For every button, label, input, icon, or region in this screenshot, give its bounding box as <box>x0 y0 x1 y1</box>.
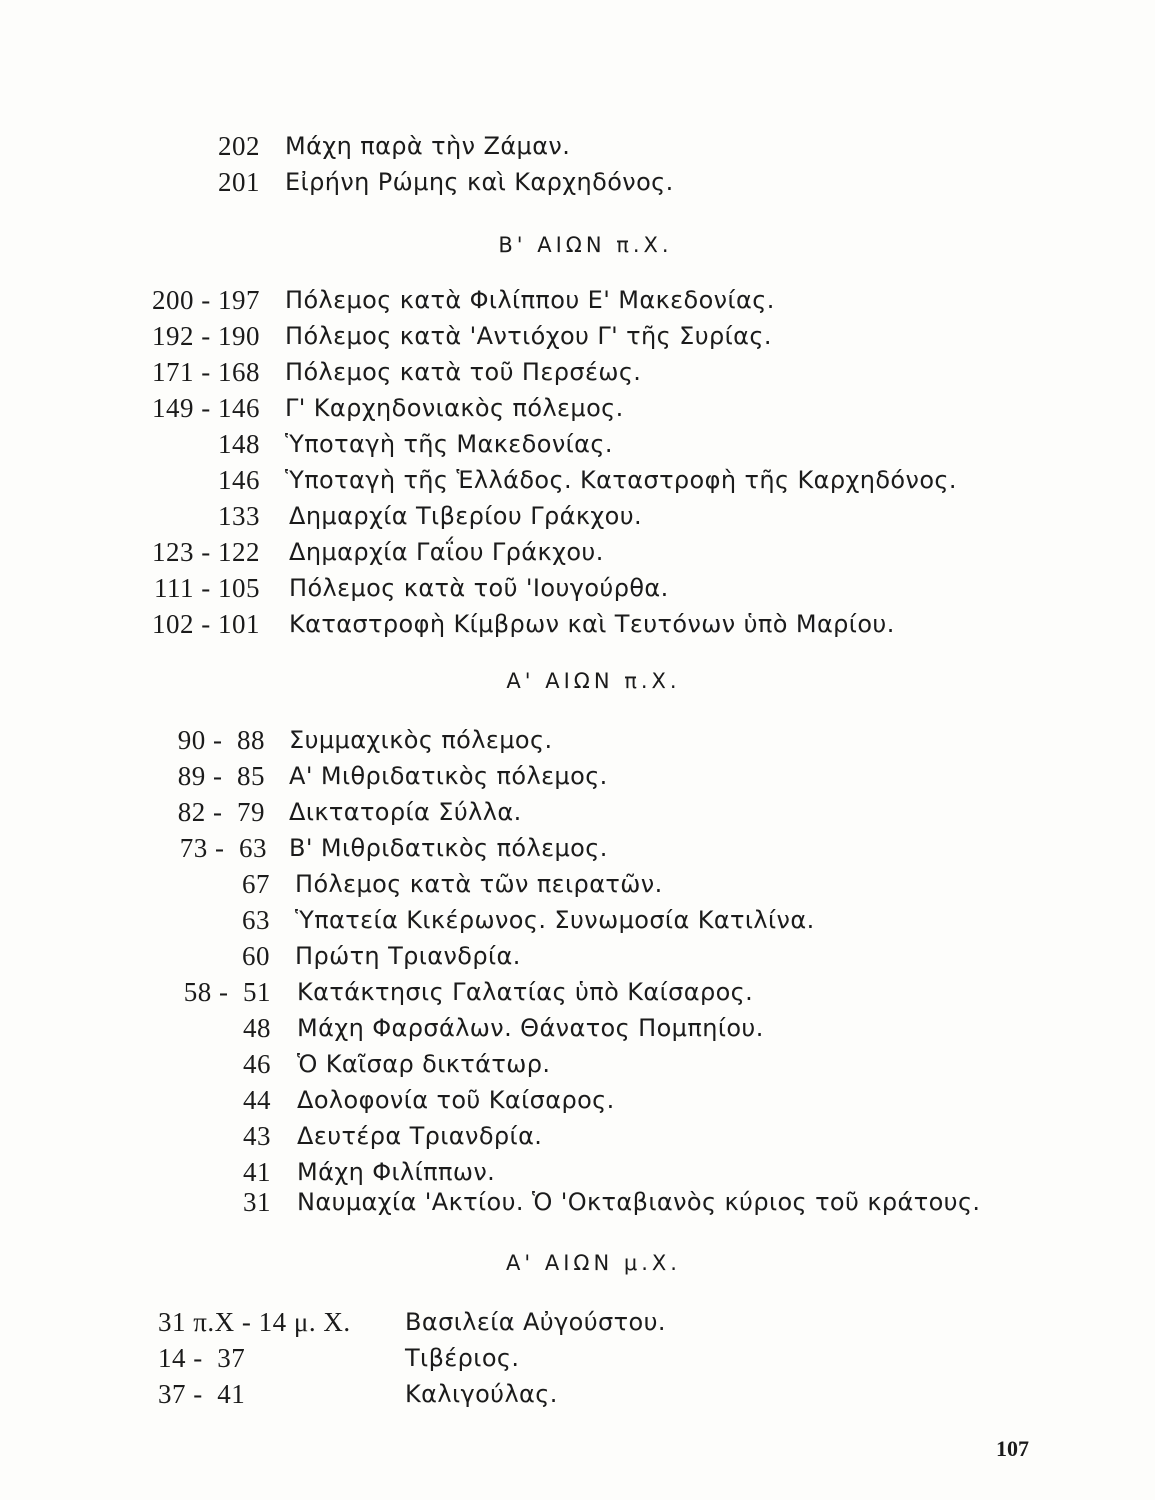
row-date: 89 - 85 <box>177 761 265 791</box>
row-event: Δικτατορία Σύλλα. <box>289 798 522 826</box>
row-event: Τιβέριος. <box>405 1344 520 1372</box>
row-event: Δολοφονία τοῦ Καίσαρος. <box>297 1086 615 1114</box>
row-event: Δευτέρα Τριανδρία. <box>297 1122 543 1150</box>
row-date: 148 <box>218 429 260 459</box>
row-date: 200 - 197 <box>152 285 260 315</box>
row-event: Εἰρήνη Ρώμης καὶ Καρχηδόνος. <box>285 168 674 196</box>
row-date: 146 <box>218 465 260 495</box>
row-date: 37 - 41 <box>158 1379 246 1409</box>
row-event: Μάχη Φαρσάλων. Θάνατος Πομπηίου. <box>297 1014 764 1042</box>
timeline-row <box>0 426 1155 462</box>
row-date: 48 <box>243 1013 271 1043</box>
row-date: 73 - 63 <box>179 833 267 863</box>
row-event: Βασιλεία Αὐγούστου. <box>405 1308 666 1336</box>
row-event: Πόλεμος κατὰ τοῦ Περσέως. <box>285 358 642 386</box>
timeline-row <box>0 1376 1155 1412</box>
row-event: Πόλεμος κατὰ Φιλίππου Ε' Μακεδονίας. <box>285 286 775 314</box>
row-date: 58 - 51 <box>183 977 271 1007</box>
page-number: 107 <box>996 1436 1029 1461</box>
row-event: Ὑποταγὴ τῆς Ἑλλάδος. Καταστροφὴ τῆς Καρχηδόνος. <box>285 466 957 494</box>
timeline-row <box>0 318 1155 354</box>
row-event: Δημαρχία Γαΐου Γράκχου. <box>289 538 604 566</box>
row-event: Α' Μιθριδατικὸς πόλεμος. <box>289 762 608 790</box>
row-date: 133 <box>218 501 260 531</box>
row-date: 67 <box>242 869 270 899</box>
row-event: Γ' Καρχηδονιακὸς πόλεμος. <box>285 394 624 422</box>
timeline-row <box>0 354 1155 390</box>
century-heading: Α' ΑΙΩΝ μ.Χ. <box>506 1251 681 1275</box>
row-date: 31 <box>243 1187 271 1217</box>
row-event: Καταστροφὴ Κίμβρων καὶ Τευτόνων ὑπὸ Μαρίου. <box>289 610 895 638</box>
timeline-row <box>0 1046 1155 1082</box>
timeline-row <box>0 128 1155 164</box>
timeline-row <box>0 570 1155 606</box>
row-event: Συμμαχικὸς πόλεμος. <box>289 726 553 754</box>
row-date: 41 <box>243 1157 271 1187</box>
row-date: 202 <box>218 131 260 161</box>
timeline-row <box>0 390 1155 426</box>
row-date: 149 - 146 <box>152 393 260 423</box>
timeline-row <box>0 794 1155 830</box>
row-event: Ὁ Καῖσαρ δικτάτωρ. <box>297 1050 551 1078</box>
row-event: Πόλεμος κατὰ τοῦ 'Ιουγούρθα. <box>289 574 669 602</box>
timeline-row <box>0 534 1155 570</box>
row-date: 14 - 37 <box>158 1343 246 1373</box>
row-date: 111 - 105 <box>154 573 260 603</box>
row-date: 171 - 168 <box>152 357 260 387</box>
timeline-row <box>0 1010 1155 1046</box>
timeline-row <box>0 722 1155 758</box>
row-date: 82 - 79 <box>177 797 265 827</box>
timeline-row <box>0 498 1155 534</box>
timeline-row <box>0 606 1155 642</box>
row-date: 46 <box>243 1049 271 1079</box>
timeline-row <box>0 938 1155 974</box>
timeline-row <box>0 1340 1155 1376</box>
timeline-row <box>0 1184 1155 1220</box>
century-heading: Β' ΑΙΩΝ π.Χ. <box>498 233 673 257</box>
timeline-row <box>0 282 1155 318</box>
row-date: 31 π.Χ - 14 μ. Χ. <box>158 1307 351 1337</box>
row-event: Πρώτη Τριανδρία. <box>295 942 521 970</box>
row-date: 123 - 122 <box>152 537 260 567</box>
row-date: 63 <box>242 905 270 935</box>
row-event: Κατάκτησις Γαλατίας ὑπὸ Καίσαρος. <box>297 978 754 1006</box>
timeline-row <box>0 974 1155 1010</box>
timeline-row <box>0 1118 1155 1154</box>
row-date: 44 <box>243 1085 271 1115</box>
row-date: 43 <box>243 1121 271 1151</box>
row-event: Μάχη παρὰ τὴν Ζάμαν. <box>285 132 571 160</box>
timeline-row <box>0 164 1155 200</box>
row-date: 60 <box>242 941 270 971</box>
row-event: Πόλεμος κατὰ 'Αντιόχου Γ' τῆς Συρίας. <box>285 322 772 350</box>
timeline-row <box>0 462 1155 498</box>
row-date: 102 - 101 <box>152 609 260 639</box>
row-event: Ὑπατεία Κικέρωνος. Συνωμοσία Κατιλίνα. <box>295 906 815 934</box>
row-event: Πόλεμος κατὰ τῶν πειρατῶν. <box>295 870 663 898</box>
century-heading: Α' ΑΙΩΝ π.Χ. <box>506 669 681 693</box>
row-event: Καλιγούλας. <box>405 1380 558 1408</box>
timeline-row <box>0 902 1155 938</box>
row-event: Ὑποταγὴ τῆς Μακεδονίας. <box>285 430 613 458</box>
row-event: Δημαρχία Τιβερίου Γράκχου. <box>289 502 643 530</box>
row-date: 201 <box>218 167 260 197</box>
row-date: 192 - 190 <box>152 321 260 351</box>
row-event: Ναυμαχία 'Ακτίου. Ὁ 'Οκταβιανὸς κύριος τοῦ κράτους. <box>297 1188 981 1216</box>
row-date: 90 - 88 <box>177 725 265 755</box>
timeline-row <box>0 1082 1155 1118</box>
timeline-row <box>0 830 1155 866</box>
timeline-row <box>0 866 1155 902</box>
timeline-row <box>0 758 1155 794</box>
row-event: Μάχη Φιλίππων. <box>297 1158 496 1186</box>
row-event: Β' Μιθριδατικὸς πόλεμος. <box>289 834 608 862</box>
timeline-row <box>0 1304 1155 1340</box>
